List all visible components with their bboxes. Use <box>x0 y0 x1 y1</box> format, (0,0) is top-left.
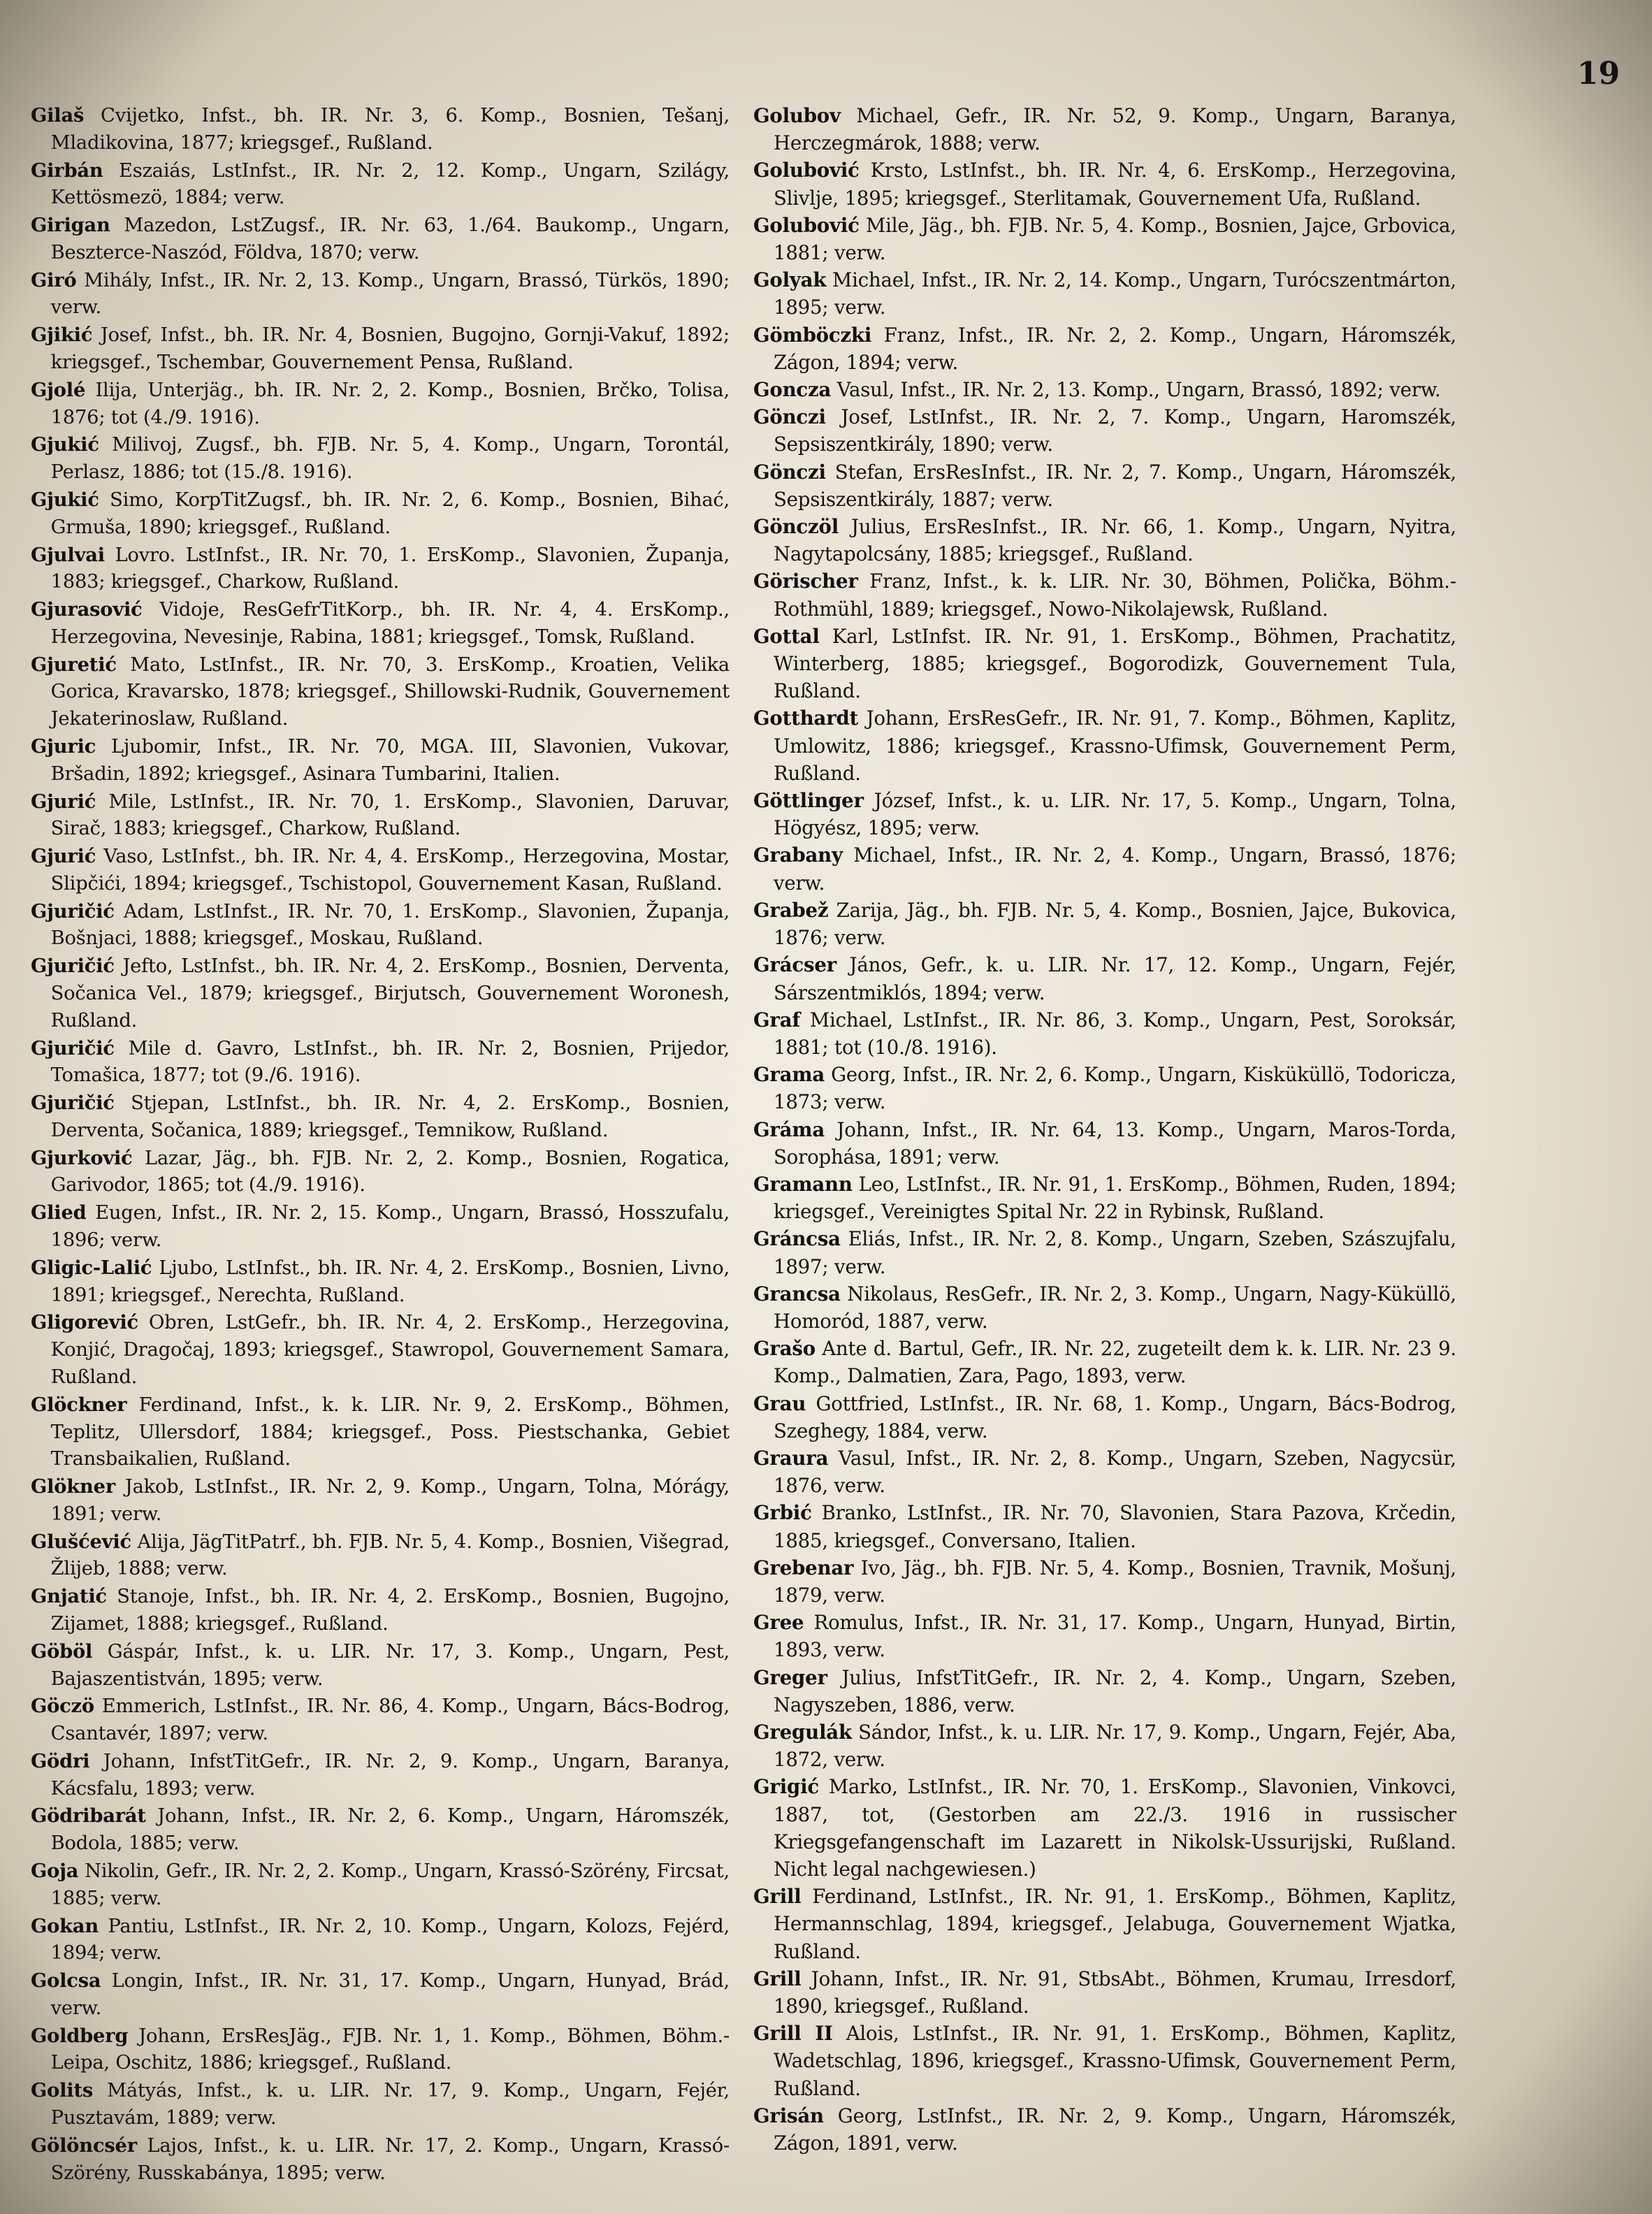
register-entry <box>753 1225 1456 1280</box>
entry-surname: Gregulák <box>753 1720 852 1744</box>
entry-details: Ilija, Unterjäg., bh. IR. Nr. 2, 2. Komp., Bosnien, Brčko, Tolisa, 1876; tot (4./9. 1916). <box>50 379 730 428</box>
register-entry <box>31 321 730 377</box>
entry-details: Vaso, LstInfst., bh. IR. Nr. 4, 4. ErsKomp., Herzegovina, Mostar, Slipčići, 1894; kriegsgef., Tschistopol, Gouvernement Kasan, Rußland. <box>50 846 730 895</box>
entry-surname: Glökner <box>31 1475 115 1498</box>
entry-details: Emmerich, LstInfst., IR. Nr. 86, 4. Komp., Ungarn, Bács-Bodrog, Csantavér, 1897; verw. <box>50 1695 730 1745</box>
entry-details: Karl, LstInfst. IR. Nr. 91, 1. ErsKomp., Böhmen, Prachatitz, Winterberg, 1885; kriegsgef., Bogorodizk, Gouvernement Tula, Rußland. <box>773 624 1457 703</box>
entry-details: Michael, Gefr., IR. Nr. 52, 9. Komp., Ungarn, Baranya, Herczegmárok, 1888; verw. <box>773 104 1457 155</box>
entry-surname: Glušćević <box>31 1530 131 1553</box>
entry-surname: Glöckner <box>31 1393 127 1416</box>
entry-surname: Grill <box>753 1885 802 1909</box>
entry-details: Franz, Infst., IR. Nr. 2, 2. Komp., Ungarn, Háromszék, Zágon, 1894; verw. <box>773 323 1456 374</box>
register-entry <box>31 102 730 157</box>
entry-surname: Golyak <box>753 268 827 292</box>
entry-details: Krsto, LstInfst., bh. IR. Nr. 4, 6. ErsKomp., Herzegovina, Slivlje, 1895; kriegsgef., Sterlitamak, Gouvernement Ufa, Rußland. <box>773 159 1456 210</box>
entry-surname: Gödribarát <box>31 1804 146 1828</box>
register-entry <box>31 1199 730 1254</box>
register-entry <box>753 1006 1456 1061</box>
entry-surname: Gligic-Lalić <box>31 1256 152 1279</box>
register-entry <box>753 1609 1456 1663</box>
entry-details: Cvijetko, Infst., bh. IR. Nr. 3, 6. Komp., Bosnien, Tešanj, Mladikovina, 1877; kriegsgef., Rußland. <box>50 105 730 154</box>
entry-details: Johann, Infst., IR. Nr. 2, 6. Komp., Ungarn, Háromszék, Bodola, 1885; verw. <box>50 1805 730 1855</box>
entry-details: Georg, LstInfst., IR. Nr. 2, 9. Komp., Ungarn, Háromszék, Zágon, 1891, verw. <box>773 2104 1456 2155</box>
right-column <box>753 102 1456 2157</box>
entry-surname: Grill <box>753 1967 802 1990</box>
entry-details: Mazedon, LstZugsf., IR. Nr. 63, 1./64. Baukomp., Ungarn, Beszterce-Naszód, Földva, 1870; verw. <box>50 215 730 263</box>
entry-surname: Goja <box>31 1860 79 1882</box>
entry-details: Pantiu, LstInfst., IR. Nr. 2, 10. Komp., Ungarn, Kolozs, Fejérd, 1894; verw. <box>50 1915 730 1965</box>
entry-surname: Grácser <box>753 953 837 977</box>
register-entry <box>753 567 1456 622</box>
entry-surname: Gjuričić <box>31 899 115 922</box>
register-entry <box>31 1748 730 1803</box>
entry-details: Johann, Infst., IR. Nr. 64, 13. Komp., Ungarn, Maros-Torda, Sorophása, 1891; verw. <box>773 1117 1456 1168</box>
entry-surname: Gráma <box>753 1117 825 1141</box>
entry-surname: Görischer <box>753 570 858 593</box>
entry-details: Julius, ErsResInfst., IR. Nr. 66, 1. Komp., Ungarn, Nyitra, Nagytapolcsány, 1885; kriegsgef., Rußland. <box>773 515 1456 566</box>
entry-surname: Gjuric <box>31 735 96 758</box>
entry-surname: Gottal <box>753 624 820 648</box>
entry-surname: Golcsa <box>31 1969 101 1992</box>
entry-details: Stefan, ErsResInfst., IR. Nr. 2, 7. Komp., Ungarn, Háromszék, Sepsiszentkirály, 1887; verw. <box>773 460 1456 511</box>
register-entry <box>31 157 730 212</box>
entry-surname: Goldberg <box>31 2024 129 2047</box>
register-entry <box>31 733 730 788</box>
entry-details: Ferdinand, LstInfst., IR. Nr. 91, 1. ErsKomp., Böhmen, Kaplitz, Hermannschlag, 1894, kriegsgef., Jelabuga, Gouvernement Wjatka, Rußland. <box>773 1885 1456 1963</box>
entry-details: Michael, Infst., IR. Nr. 2, 14. Komp., Ungarn, Turócszentmárton, 1895; verw. <box>773 268 1456 319</box>
entry-surname: Glied <box>31 1201 87 1224</box>
entry-surname: Gödri <box>31 1749 90 1772</box>
register-entry <box>753 1719 1456 1773</box>
register-entry <box>753 376 1456 403</box>
left-column <box>31 102 730 2187</box>
register-entry <box>753 403 1456 458</box>
entry-details: Jefto, LstInfst., bh. IR. Nr. 4, 2. ErsKomp., Bosnien, Derventa, Sočanica Vel., 1879; kriegsgef., Birjutsch, Gouvernement Woronesh, Rußland. <box>50 955 730 1032</box>
page-number: 19 <box>1577 56 1620 92</box>
entry-surname: Grisán <box>753 2104 824 2127</box>
entry-details: Sándor, Infst., k. u. LIR. Nr. 17, 9. Komp., Ungarn, Fejér, Aba, 1872, verw. <box>773 1720 1456 1772</box>
register-entry <box>753 623 1456 705</box>
register-entry <box>753 458 1456 513</box>
register-entry <box>31 843 730 898</box>
entry-details: Eugen, Infst., IR. Nr. 2, 15. Komp., Ungarn, Brassó, Hosszufalu, 1896; verw. <box>50 1202 730 1252</box>
entry-surname: Gjuričić <box>31 1092 115 1115</box>
entry-details: Georg, Infst., IR. Nr. 2, 6. Komp., Ungarn, Kisküküllö, Todoricza, 1873; verw. <box>773 1063 1456 1114</box>
entry-surname: Göböl <box>31 1640 93 1663</box>
entry-details: Mile, Jäg., bh. FJB. Nr. 5, 4. Komp., Bosnien, Jajce, Grbovica, 1881; verw. <box>773 213 1456 265</box>
register-entry <box>31 651 730 733</box>
entry-surname: Gjuretić <box>31 653 117 676</box>
entry-surname: Gönczi <box>753 460 826 484</box>
register-entry <box>31 953 730 1034</box>
register-entry <box>753 1171 1456 1225</box>
entry-details: Johann, Infst., IR. Nr. 91, StbsAbt., Böhmen, Krumau, Irresdorf, 1890, kriegsgef., Rußland. <box>773 1967 1456 2018</box>
entry-surname: Gömböczki <box>753 323 872 347</box>
entry-details: Eszaiás, LstInfst., IR. Nr. 2, 12. Komp., Ungarn, Szilágy, Kettösmezö, 1884; verw. <box>50 159 730 209</box>
entry-surname: Grigić <box>753 1775 819 1799</box>
entry-details: Lovro. LstInfst., IR. Nr. 70, 1. ErsKomp., Slavonien, Županja, 1883; kriegsgef., Charkow, Rußland. <box>50 544 730 593</box>
register-entry <box>753 157 1456 211</box>
entry-surname: Gilaš <box>31 104 85 126</box>
entry-details: Obren, LstGefr., bh. IR. Nr. 4, 2. ErsKomp., Herzegovina, Konjić, Dragočaj, 1893; kriegsgef., Stawropol, Gouvernement Samara, Rußland. <box>50 1312 730 1388</box>
entry-surname: Grabež <box>753 898 829 922</box>
entry-surname: Graf <box>753 1008 801 1032</box>
entry-details: Milivoj, Zugsf., bh. FJB. Nr. 5, 4. Komp., Ungarn, Torontál, Perlasz, 1886; tot (15./8. 1916). <box>50 434 730 484</box>
entry-details: Jakob, LstInfst., IR. Nr. 2, 9. Komp., Ungarn, Tolna, Mórágy, 1891; verw. <box>50 1476 730 1525</box>
entry-surname: Giró <box>31 268 77 291</box>
entry-details: Eliás, Infst., IR. Nr. 2, 8. Komp., Ungarn, Szeben, Szászujfalu, 1897; verw. <box>773 1227 1456 1278</box>
register-entry <box>31 1391 730 1473</box>
register-entry <box>31 377 730 432</box>
entry-details: Nikolin, Gefr., IR. Nr. 2, 2. Komp., Ungarn, Krassó-Szörény, Fircsat, 1885; verw. <box>50 1860 730 1909</box>
register-entry <box>31 1309 730 1391</box>
entry-details: Johann, InfstTitGefr., IR. Nr. 2, 9. Komp., Ungarn, Baranya, Kácsfalu, 1893; verw. <box>50 1750 730 1800</box>
entry-details: Longin, Infst., IR. Nr. 31, 17. Komp., Ungarn, Hunyad, Brád, verw. <box>50 1970 730 2019</box>
entry-details: Johann, ErsResGefr., IR. Nr. 91, 7. Komp., Böhmen, Kaplitz, Umlowitz, 1886; kriegsgef., Krassno-Ufimsk, Gouvernement Perm, Rußland. <box>773 707 1457 785</box>
register-entry <box>753 1116 1456 1171</box>
register-entry <box>31 431 730 486</box>
register-entry <box>753 704 1456 787</box>
register-entry <box>31 1254 730 1310</box>
entry-details: Alija, JägTitPatrf., bh. FJB. Nr. 5, 4. Komp., Bosnien, Višegrad, Žlijeb, 1888; verw. <box>50 1531 730 1580</box>
entry-details: Stanoje, Infst., bh. IR. Nr. 4, 2. ErsKomp., Bosnien, Bugojno, Zijamet, 1888; kriegsgef., Rußland. <box>50 1586 730 1635</box>
register-entry <box>753 951 1456 1006</box>
entry-surname: Grama <box>753 1063 825 1087</box>
register-entry <box>31 267 730 322</box>
entry-details: Nikolaus, ResGefr., IR. Nr. 2, 3. Komp., Ungarn, Nagy-Küküllö, Homoród, 1887, verw. <box>773 1282 1456 1333</box>
register-entry <box>753 897 1456 951</box>
register-entry <box>753 2020 1456 2102</box>
register-entry <box>753 266 1456 321</box>
entry-surname: Gokan <box>31 1914 99 1937</box>
entry-details: Lazar, Jäg., bh. FJB. Nr. 2, 2. Komp., Bosnien, Rogatica, Garivodor, 1865; tot (4./9. 1916). <box>50 1147 730 1196</box>
entry-details: Branko, LstInfst., IR. Nr. 70, Slavonien, Stara Pazova, Krčedin, 1885, kriegsgef., Conversano, Italien. <box>773 1501 1456 1552</box>
entry-details: János, Gefr., k. u. LIR. Nr. 17, 12. Komp., Ungarn, Fejér, Sárszentmiklós, 1894; verw. <box>773 953 1456 1004</box>
entry-surname: Girbán <box>31 159 103 182</box>
register-entry <box>753 1061 1456 1115</box>
entry-surname: Grill II <box>753 2022 833 2046</box>
register-entry <box>31 1858 730 1913</box>
register-entry <box>31 1638 730 1693</box>
entry-surname: Gjuričić <box>31 1036 115 1059</box>
entry-surname: Göczö <box>31 1695 94 1718</box>
entry-surname: Gree <box>753 1611 804 1635</box>
entry-surname: Grau <box>753 1391 806 1415</box>
entry-details: Ferdinand, Infst., k. k. LIR. Nr. 9, 2. ErsKomp., Böhmen, Teplitz, Ullersdorf, 1884; kriegsgef., Poss. Piestschanka, Gebiet Transbaikalien, Rußland. <box>50 1394 730 1470</box>
entry-details: Vidoje, ResGefrTitKorp., bh. IR. Nr. 4, 4. ErsKomp., Herzegovina, Nevesinje, Rabina, 1881; kriegsgef., Tomsk, Rußland. <box>50 599 730 648</box>
entry-details: Adam, LstInfst., IR. Nr. 70, 1. ErsKomp., Slavonien, Županja, Bošnjaci, 1888; kriegsgef., Moskau, Rußland. <box>50 900 730 950</box>
register-entry <box>31 1693 730 1748</box>
entry-surname: Grašo <box>753 1337 816 1361</box>
entry-surname: Gjukić <box>31 488 99 511</box>
register-entry <box>31 898 730 953</box>
entry-details: Stjepan, LstInfst., bh. IR. Nr. 4, 2. ErsKomp., Bosnien, Derventa, Sočanica, 1889; kriegsgef., Temnikow, Rußland. <box>50 1092 730 1141</box>
entry-surname: Golubov <box>753 104 841 127</box>
entry-surname: Gönczöl <box>753 515 839 539</box>
entry-surname: Grebenar <box>753 1556 854 1579</box>
register-entry <box>753 513 1456 567</box>
register-entry <box>31 1583 730 1638</box>
register-entry <box>753 1965 1456 2020</box>
register-entry <box>753 841 1456 896</box>
entry-surname: Gjukić <box>31 433 99 456</box>
entry-surname: Girigan <box>31 214 110 237</box>
entry-surname: Greger <box>753 1665 827 1689</box>
entry-details: Romulus, Infst., IR. Nr. 31, 17. Komp., Ungarn, Hunyad, Birtin, 1893, verw. <box>773 1611 1456 1662</box>
entry-surname: Gjurić <box>31 845 96 868</box>
entry-surname: Gölöncsér <box>31 2134 137 2157</box>
register-entry <box>753 2102 1456 2157</box>
entry-surname: Golubović <box>753 213 860 237</box>
entry-details: Mátyás, Infst., k. u. LIR. Nr. 17, 9. Komp., Ungarn, Fejér, Pusztavám, 1889; verw. <box>50 2080 730 2129</box>
register-entry <box>753 1499 1456 1554</box>
register-entry <box>31 788 730 844</box>
entry-details: Michael, LstInfst., IR. Nr. 86, 3. Komp., Ungarn, Pest, Soroksár, 1881; tot (10./8. 1916). <box>773 1008 1456 1059</box>
register-entry <box>31 1802 730 1858</box>
entry-details: Franz, Infst., k. k. LIR. Nr. 30, Böhmen, Polička, Böhm.-Rothmühl, 1889; kriegsgef., Nowo-Nikolajewsk, Rußland. <box>773 570 1456 621</box>
register-entry <box>753 1280 1456 1335</box>
register-entry <box>31 486 730 542</box>
entry-details: Julius, InfstTitGefr., IR. Nr. 2, 4. Komp., Ungarn, Szeben, Nagyszeben, 1886, verw. <box>773 1665 1456 1716</box>
entry-surname: Gnjatić <box>31 1585 107 1608</box>
entry-surname: Gotthardt <box>753 707 859 730</box>
register-entry <box>753 1335 1456 1389</box>
entry-details: Josef, LstInfst., IR. Nr. 2, 7. Komp., Ungarn, Haromszék, Sepsiszentkirály, 1890; verw. <box>773 405 1456 456</box>
register-entry <box>31 1967 730 2023</box>
entry-surname: Gjolé <box>31 378 86 401</box>
entry-details: Ljubomir, Infst., IR. Nr. 70, MGA. III, Slavonien, Vukovar, Bršadin, 1892; kriegsgef., Asinara Tumbarini, Italien. <box>50 735 730 785</box>
register-entry <box>753 1390 1456 1445</box>
entry-surname: Gjurković <box>31 1146 133 1169</box>
entry-details: Lajos, Infst., k. u. LIR. Nr. 17, 2. Komp., Ungarn, Krassó-Szörény, Russkabánya, 1895; verw. <box>50 2134 730 2184</box>
entry-surname: Göttlinger <box>753 789 864 813</box>
register-entry <box>31 1145 730 1200</box>
entry-surname: Gjurasović <box>31 598 143 621</box>
register-entry <box>31 212 730 267</box>
register-entry <box>753 1445 1456 1499</box>
entry-surname: Gligorević <box>31 1311 138 1334</box>
entry-details: Mile d. Gavro, LstInfst., bh. IR. Nr. 2, Bosnien, Prijedor, Tomašica, 1877; tot (9./6. 1916). <box>50 1037 730 1087</box>
register-entry <box>753 212 1456 266</box>
entry-details: Michael, Infst., IR. Nr. 2, 4. Komp., Ungarn, Brassó, 1876; verw. <box>773 844 1456 895</box>
register-entry <box>753 102 1456 157</box>
register-entry <box>31 596 730 651</box>
register-entry <box>31 2023 730 2078</box>
entry-details: Marko, LstInfst., IR. Nr. 70, 1. ErsKomp., Slavonien, Vinkovci, 1887, tot, (Gestorben am 22./3. 1916 in russischer Kriegsgefangenschaft im Lazarett in Nikolsk-Ussurijski, Rußland. Nicht legal nachgewiesen.) <box>773 1775 1456 1881</box>
entry-surname: Gramann <box>753 1172 853 1196</box>
register-entry <box>31 1913 730 1968</box>
entry-surname: Gjikić <box>31 324 93 347</box>
entry-surname: Gráncsa <box>753 1227 841 1251</box>
register-entry <box>753 1773 1456 1883</box>
register-entry <box>753 1554 1456 1609</box>
entry-details: Vasul, Infst., IR. Nr. 2, 8. Komp., Ungarn, Szeben, Nagycsür, 1876, verw. <box>773 1446 1456 1498</box>
register-entry <box>753 787 1456 841</box>
entry-details: József, Infst., k. u. LIR. Nr. 17, 5. Komp., Ungarn, Tolna, Högyész, 1895; verw. <box>773 789 1457 840</box>
entry-surname: Grabany <box>753 844 843 867</box>
entry-surname: Grbić <box>753 1501 812 1525</box>
register-entry <box>31 542 730 597</box>
register-entry <box>31 1528 730 1584</box>
entry-surname: Gjuričić <box>31 955 115 978</box>
entry-details: Ivo, Jäg., bh. FJB. Nr. 5, 4. Komp., Bosnien, Travnik, Mošunj, 1879, verw. <box>773 1556 1456 1607</box>
entry-details: Alois, LstInfst., IR. Nr. 91, 1. ErsKomp., Böhmen, Kaplitz, Wadetschlag, 1896, kriegsgef., Krassno-Ufimsk, Gouvernement Perm, Rußland. <box>773 2022 1456 2100</box>
entry-details: Ljubo, LstInfst., bh. IR. Nr. 4, 2. ErsKomp., Bosnien, Livno, 1891; kriegsgef., Nerechta, Rußland. <box>50 1257 730 1306</box>
register-entry <box>31 2132 730 2187</box>
entry-surname: Goncza <box>753 378 832 402</box>
entry-details: Ante d. Bartul, Gefr., IR. Nr. 22, zugeteilt dem k. k. LIR. Nr. 23 9. Komp., Dalmatien, Zara, Pago, 1893, verw. <box>773 1337 1456 1388</box>
entry-surname: Gönczi <box>753 405 826 429</box>
entry-details: Simo, KorpTitZugsf., bh. IR. Nr. 2, 6. Komp., Bosnien, Bihać, Grmuša, 1890; kriegsgef., Rußland. <box>50 489 730 538</box>
register-entry <box>753 1883 1456 1965</box>
register-entry <box>31 1090 730 1145</box>
entry-surname: Golits <box>31 2079 94 2102</box>
entry-details: Johann, ErsResJäg., FJB. Nr. 1, 1. Komp., Böhmen, Böhm.-Leipa, Oschitz, 1886; kriegsgef., Rußland. <box>50 2025 730 2074</box>
entry-surname: Graura <box>753 1446 829 1470</box>
entry-details: Josef, Infst., bh. IR. Nr. 4, Bosnien, Bugojno, Gornji-Vakuf, 1892; kriegsgef., Tschembar, Gouvernement Pensa, Rußland. <box>50 324 730 374</box>
register-entry <box>31 2077 730 2132</box>
entry-details: Mile, LstInfst., IR. Nr. 70, 1. ErsKomp., Slavonien, Daruvar, Sirač, 1883; kriegsgef., Charkow, Rußland. <box>50 790 730 840</box>
entry-surname: Gjurić <box>31 790 96 813</box>
entry-details: Vasul, Infst., IR. Nr. 2, 13. Komp., Ungarn, Brassó, 1892; verw. <box>836 378 1441 402</box>
entry-surname: Grancsa <box>753 1282 841 1305</box>
entry-details: Leo, LstInfst., IR. Nr. 91, 1. ErsKomp., Böhmen, Ruden, 1894; kriegsgef., Vereinigtes Spital Nr. 22 in Rybinsk, Rußland. <box>773 1172 1456 1224</box>
entry-details: Mato, LstInfst., IR. Nr. 70, 3. ErsKomp., Kroatien, Velika Gorica, Kravarsko, 1878; kriegsgef., Shillowski-Rudnik, Gouvernement Jekaterinoslaw, Rußland. <box>50 653 730 730</box>
entry-surname: Golubović <box>753 159 860 182</box>
entry-details: Gáspár, Infst., k. u. LIR. Nr. 17, 3. Komp., Ungarn, Pest, Bajaszentistván, 1895; verw. <box>50 1640 730 1690</box>
entry-details: Zarija, Jäg., bh. FJB. Nr. 5, 4. Komp., Bosnien, Jajce, Bukovica, 1876; verw. <box>773 898 1456 950</box>
entry-details: Gottfried, LstInfst., IR. Nr. 68, 1. Komp., Ungarn, Bács-Bodrog, Szeghegy, 1884, verw. <box>773 1391 1456 1442</box>
entry-details: Mihály, Infst., IR. Nr. 2, 13. Komp., Ungarn, Brassó, Türkös, 1890; verw. <box>50 269 730 319</box>
register-entry <box>753 321 1456 376</box>
register-entry <box>753 1664 1456 1719</box>
entry-surname: Gjulvai <box>31 543 105 566</box>
register-entry <box>31 1473 730 1528</box>
register-entry <box>31 1035 730 1090</box>
